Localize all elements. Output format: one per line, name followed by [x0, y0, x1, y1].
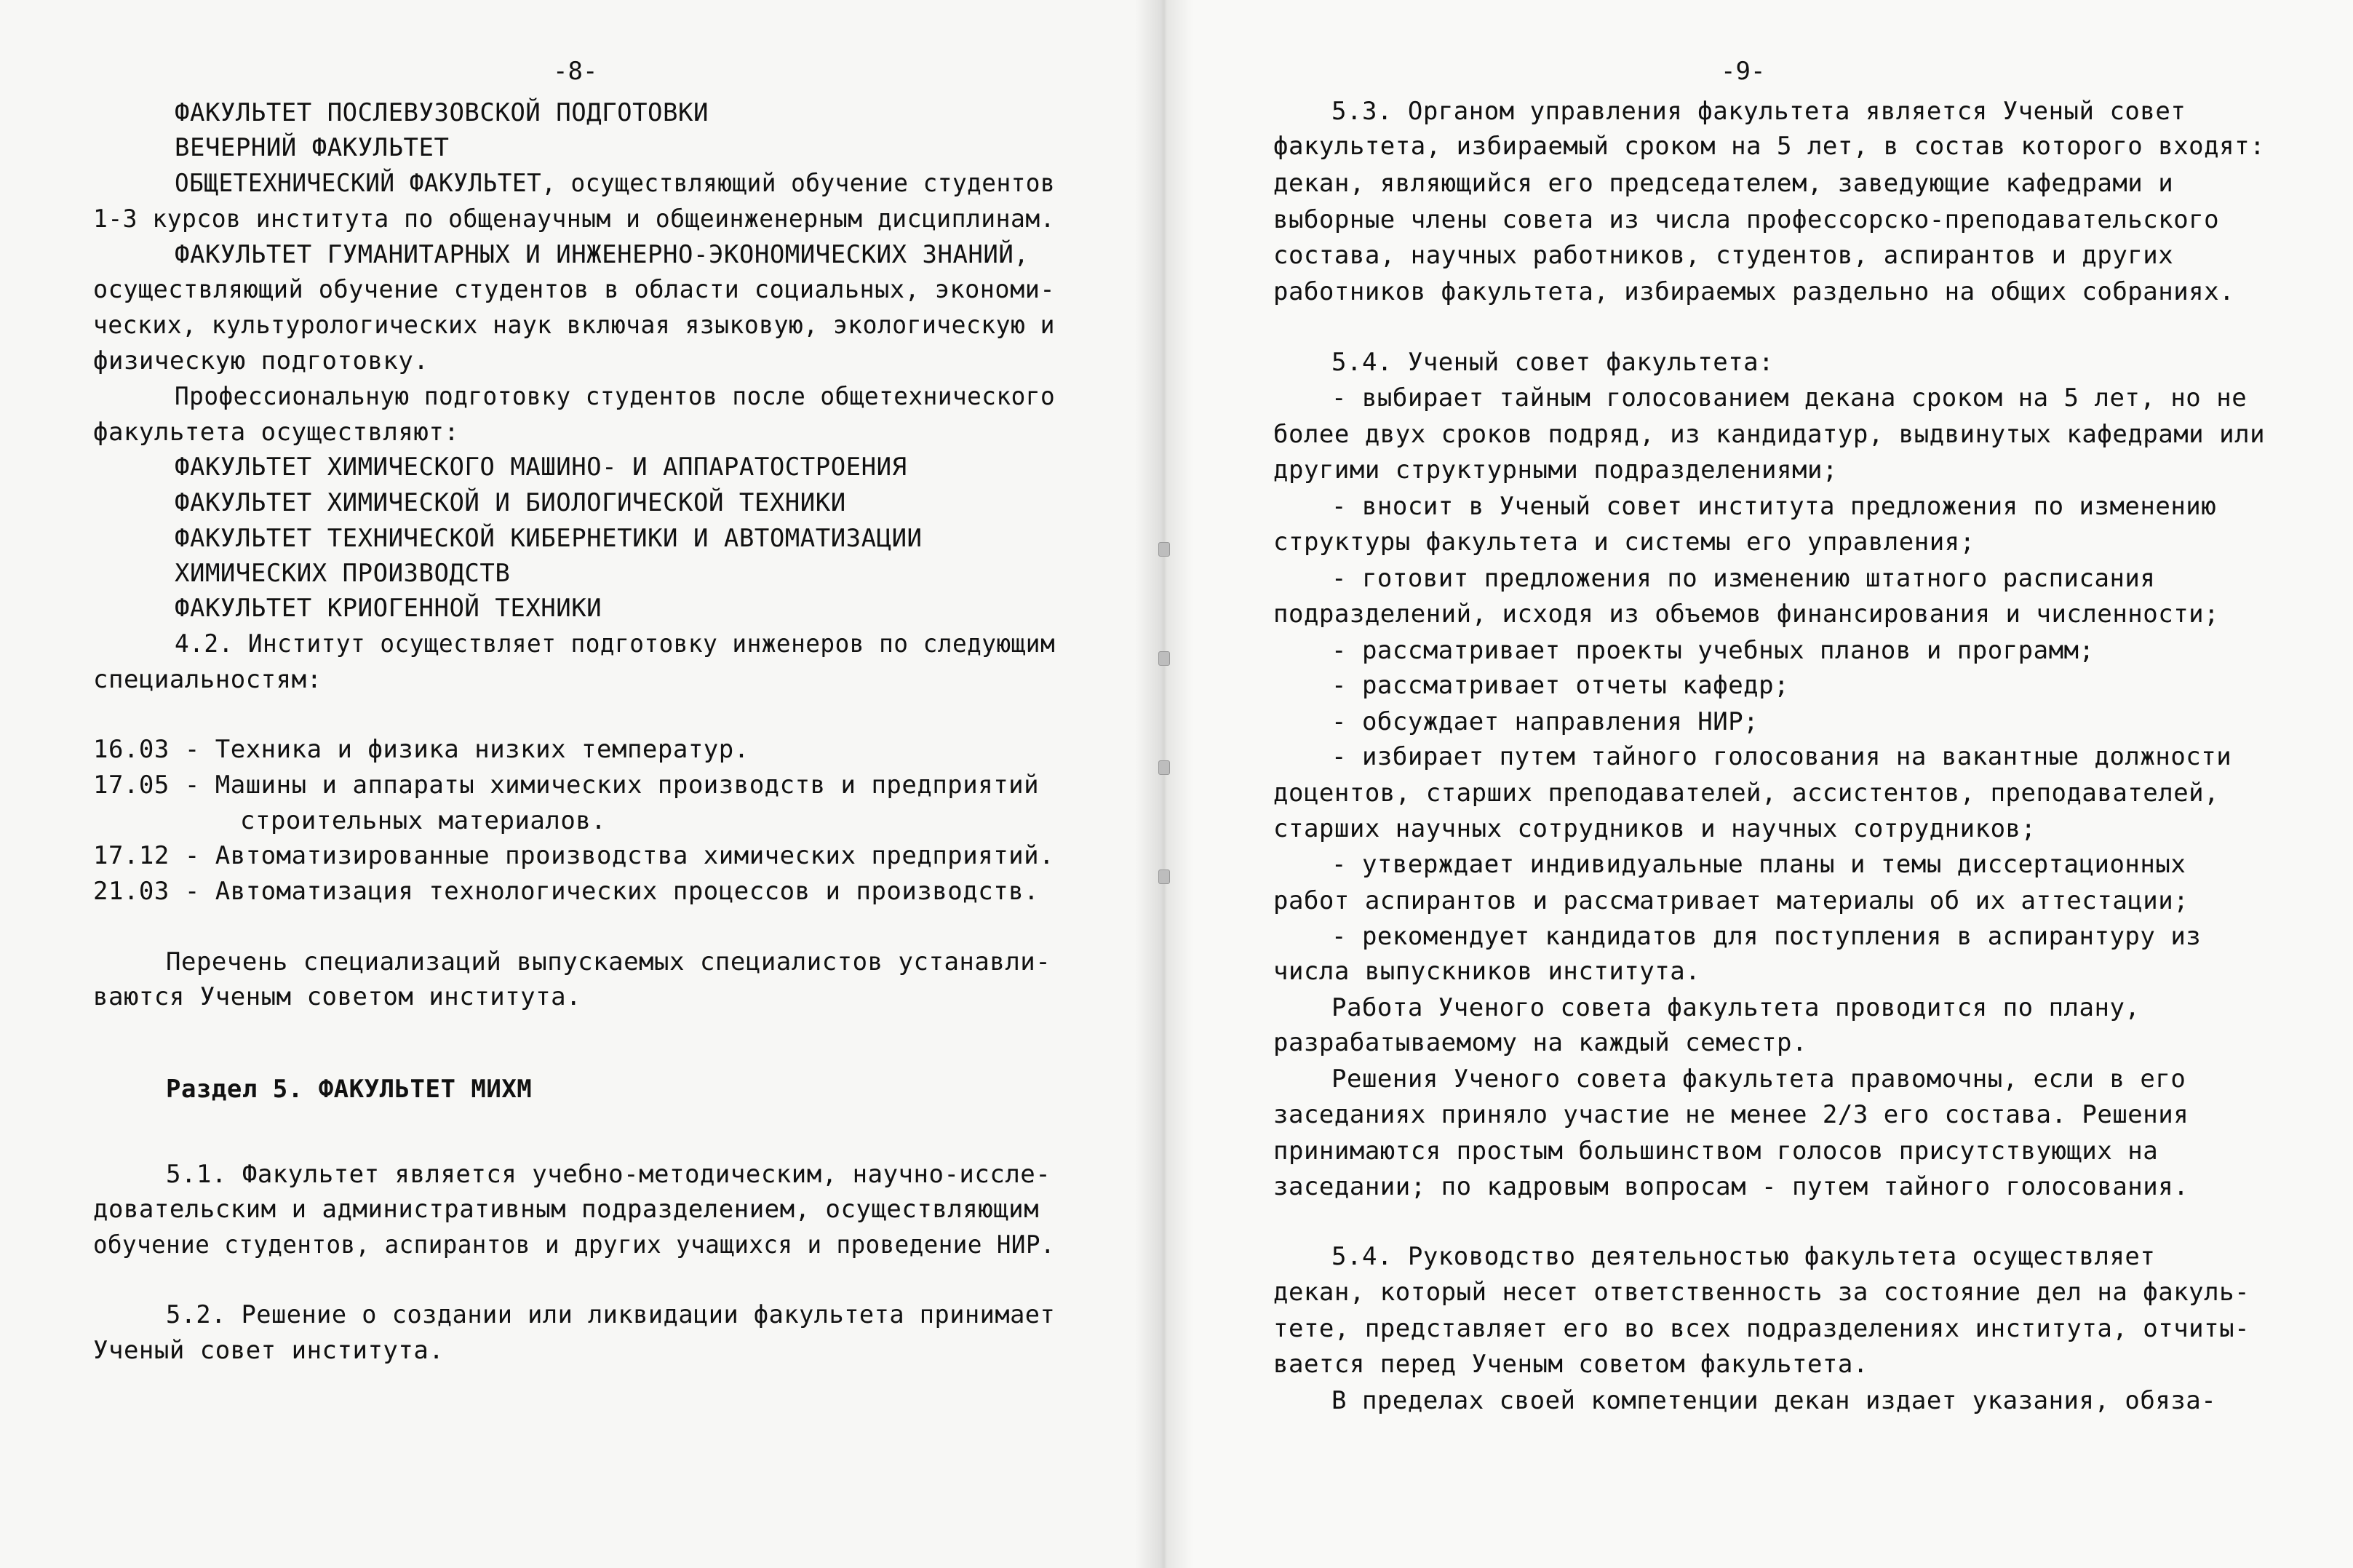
page-number-right: -9-	[1721, 57, 1766, 86]
staple-mark	[1158, 651, 1170, 666]
right-text-line: старших научных сотрудников и научных сотрудников;	[1273, 814, 2037, 843]
left-page	[0, 0, 1164, 1568]
right-text-line: - готовит предложения по изменению штатного расписания	[1331, 564, 2156, 593]
left-text-line: 21.03 - Автоматизация технологических процессов и производств.	[93, 877, 1040, 906]
left-text-line: ческих, культурологических наук включая языковую, экологическую и	[93, 311, 1056, 340]
page-number-left: -8-	[553, 57, 598, 86]
right-text-line: - рекомендует кандидатов для поступления в аспирантуру из	[1331, 922, 2202, 951]
right-text-line: - избирает путем тайного голосования на вакантные должности	[1331, 742, 2232, 771]
right-text-line: структуры факультета и системы его управления;	[1273, 528, 1975, 557]
right-text-line: разрабатываемому на каждый семестр.	[1273, 1028, 1807, 1057]
right-text-line: выборные члены совета из числа профессорско-преподавательского	[1273, 205, 2220, 234]
right-text-line: подразделений, исходя из объемов финансирования и численности;	[1273, 600, 2220, 629]
left-text-line: 5.1. Факультет является учебно-методическим, научно-иссле-	[166, 1160, 1051, 1189]
left-text-line: Раздел 5. ФАКУЛЬТЕТ МИХМ	[166, 1075, 533, 1104]
right-text-line: числа выпускников института.	[1273, 957, 1701, 986]
right-text-line: - обсуждает направления НИР;	[1331, 707, 1759, 736]
right-text-line: тете, представляет его во всех подразделениях института, отчиты-	[1273, 1314, 2250, 1343]
left-text-line: 4.2. Институт осуществляет подготовку инженеров по следующим	[175, 629, 1056, 658]
left-text-line: ФАКУЛЬТЕТ ГУМАНИТАРНЫХ И ИНЖЕНЕРНО-ЭКОНОМИЧЕСКИХ ЗНАНИЙ,	[175, 240, 1030, 269]
right-text-line: заседании; по кадровым вопросам - путем тайного голосования.	[1273, 1172, 2189, 1201]
right-text-line: 5.4. Руководство деятельностью факультета осуществляет	[1331, 1242, 2156, 1271]
left-text-line: ФАКУЛЬТЕТ ПОСЛЕВУЗОВСКОЙ ПОДГОТОВКИ	[175, 98, 709, 127]
right-text-line: - выбирает тайным голосованием декана сроком на 5 лет, но не	[1331, 383, 2248, 413]
right-text-line: - рассматривает проекты учебных планов и программ;	[1331, 636, 2095, 665]
left-text-line: довательским и административным подразделением, осуществляющим	[93, 1195, 1040, 1224]
right-text-line: вается перед Ученым советом факультета.	[1273, 1350, 1868, 1379]
right-text-line: факультета, избираемый сроком на 5 лет, в состав которого входят:	[1273, 132, 2266, 161]
right-text-line: другими структурными подразделениями;	[1273, 455, 1838, 485]
staple-mark	[1158, 760, 1170, 775]
left-text-line: ваются Ученым советом института.	[93, 982, 582, 1011]
right-text-line: состава, научных работников, студентов, аспирантов и других	[1273, 241, 2174, 270]
right-text-line: - рассматривает отчеты кафедр;	[1331, 671, 1790, 700]
left-text-line: 1-3 курсов института по общенаучным и общеинженерным дисциплинам.	[93, 204, 1056, 234]
left-text-line: ФАКУЛЬТЕТ ХИМИЧЕСКОГО МАШИНО- И АППАРАТОСТРОЕНИЯ	[175, 453, 907, 482]
right-text-line: Работа Ученого совета факультета проводится по плану,	[1331, 993, 2141, 1022]
book-gutter	[1135, 0, 1193, 1568]
left-text-line: ОБЩЕТЕХНИЧЕСКИЙ ФАКУЛЬТЕТ, осуществляющий обучение студентов	[175, 169, 1056, 198]
staple-mark	[1158, 869, 1170, 884]
left-text-line: Перечень специализаций выпускаемых специалистов устанавли-	[166, 947, 1051, 976]
left-text-line: 17.12 - Автоматизированные производства химических предприятий.	[93, 841, 1055, 870]
left-text-line: 17.05 - Машины и аппараты химических производств и предприятий	[93, 771, 1040, 800]
right-text-line: В пределах своей компетенции декан издает указания, обяза-	[1331, 1386, 2217, 1415]
left-text-line: ФАКУЛЬТЕТ ТЕХНИЧЕСКОЙ КИБЕРНЕТИКИ И АВТОМАТИЗАЦИИ	[175, 524, 923, 553]
right-text-line: 5.4. Ученый совет факультета:	[1331, 348, 1775, 377]
right-text-line: 5.3. Органом управления факультета является Ученый совет	[1331, 97, 2186, 126]
left-text-line: физическую подготовку.	[93, 346, 429, 375]
right-text-line: Решения Ученого совета факультета правомочны, если в его	[1331, 1064, 2186, 1094]
left-text-line: Ученый совет института.	[93, 1336, 445, 1365]
left-text-line: осуществляющий обучение студентов в области социальных, экономи-	[93, 275, 1056, 304]
right-text-line: доцентов, старших преподавателей, ассистентов, преподавателей,	[1273, 779, 2220, 808]
left-text-line: ВЕЧЕРНИЙ ФАКУЛЬТЕТ	[175, 133, 450, 162]
left-text-line: 16.03 - Техника и физика низких температур.	[93, 735, 749, 764]
left-text-line: ФАКУЛЬТЕТ ХИМИЧЕСКОЙ И БИОЛОГИЧЕСКОЙ ТЕХНИКИ	[175, 488, 846, 517]
right-text-line: работников факультета, избираемых раздельно на общих собраниях.	[1273, 277, 2235, 306]
right-page	[1164, 0, 2353, 1568]
left-text-line: 5.2. Решение о создании или ликвидации факультета принимает	[166, 1300, 1056, 1329]
left-text-line: Профессиональную подготовку студентов после общетехнического	[175, 382, 1056, 411]
staple-mark	[1158, 542, 1170, 557]
right-text-line: - вносит в Ученый совет института предложения по изменению	[1331, 492, 2217, 521]
left-text-line: ФАКУЛЬТЕТ КРИОГЕННОЙ ТЕХНИКИ	[175, 594, 602, 623]
left-text-line: ХИМИЧЕСКИХ ПРОИЗВОДСТВ	[175, 559, 511, 588]
left-text-line: строительных материалов.	[240, 806, 607, 835]
left-text-line: обучение студентов, аспирантов и других учащихся и проведение НИР.	[93, 1230, 1056, 1259]
right-text-line: - утверждает индивидуальные планы и темы диссертационных	[1331, 850, 2186, 879]
right-text-line: заседаниях приняло участие не менее 2/3 его состава. Решения	[1273, 1100, 2189, 1129]
right-text-line: декан, являющийся его председателем, заведующие кафедрами и	[1273, 169, 2174, 198]
right-text-line: работ аспирантов и рассматривает материалы об их аттестации;	[1273, 886, 2189, 915]
right-text-line: декан, который несет ответственность за состояние дел на факуль-	[1273, 1278, 2250, 1307]
right-text-line: более двух сроков подряд, из кандидатур, выдвинутых кафедрами или	[1273, 420, 2266, 449]
right-text-line: принимаются простым большинством голосов присутствующих на	[1273, 1137, 2159, 1166]
left-text-line: факультета осуществляют:	[93, 418, 460, 447]
left-text-line: специальностям:	[93, 665, 322, 694]
